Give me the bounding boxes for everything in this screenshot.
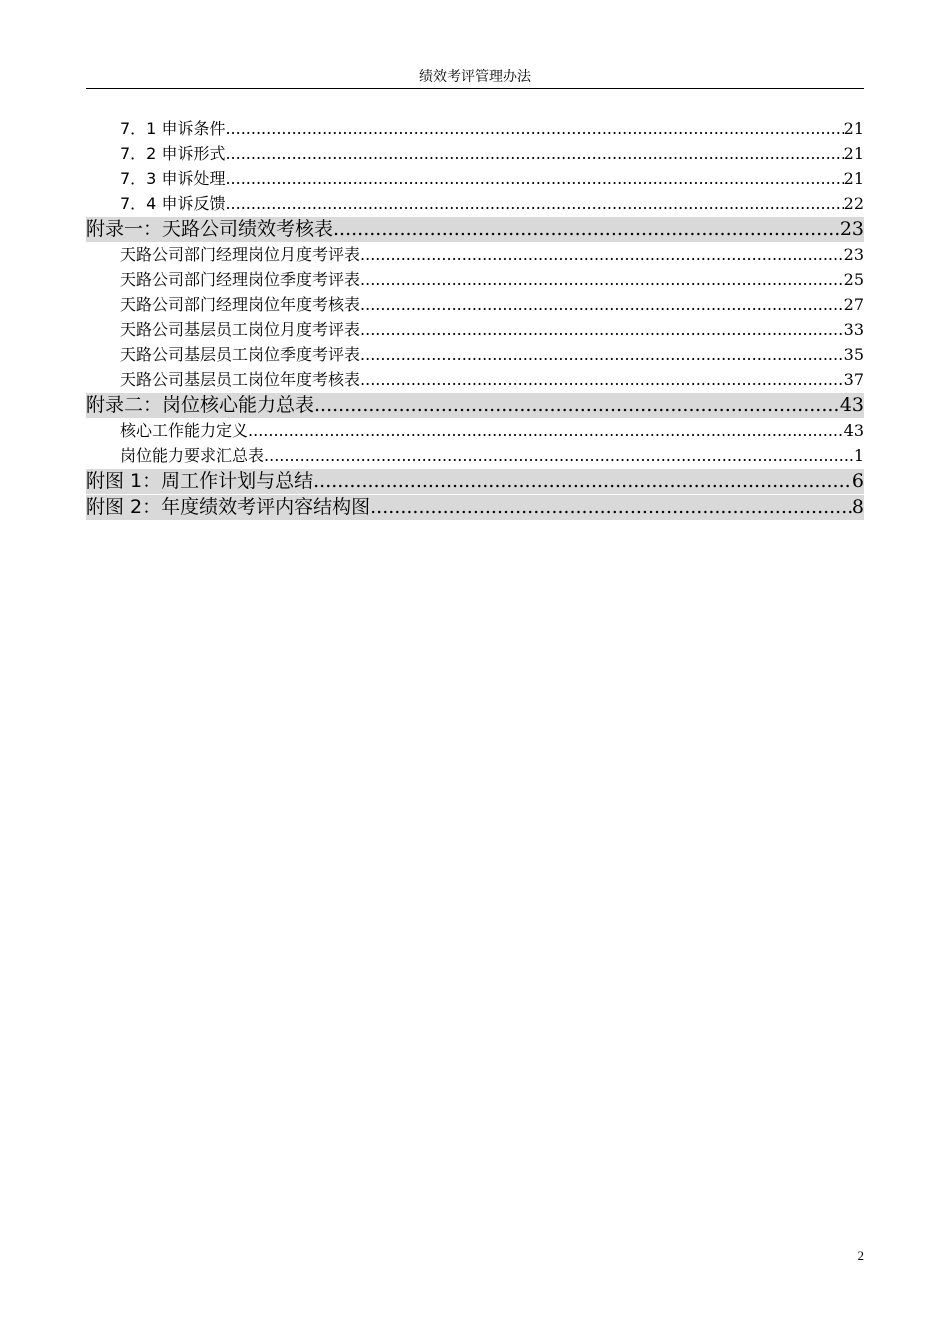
toc-leader-dots	[360, 267, 844, 292]
toc-leader-dots	[264, 443, 854, 468]
toc-entry-title: 7．1 申诉条件	[120, 119, 226, 138]
toc-entry-page: 25	[843, 270, 864, 289]
toc-entry-title: 核心工作能力定义	[120, 421, 249, 440]
page-number: 2	[857, 1248, 864, 1263]
toc-entry-page: 23	[839, 218, 864, 240]
toc-leader-dots	[360, 317, 844, 342]
toc-leader-dots	[225, 166, 843, 191]
toc-entry-title: 天路公司基层员工岗位年度考核表	[120, 370, 361, 389]
toc-entry-title: 附录二：岗位核心能力总表	[86, 394, 315, 416]
toc-leader-dots	[370, 495, 852, 520]
toc-heading-entry[interactable]	[86, 469, 864, 494]
toc-entry-title: 7．3 申诉处理	[120, 169, 226, 188]
toc-entry-page: 23	[843, 245, 864, 264]
toc-entry[interactable]	[86, 367, 864, 392]
toc-entry-page: 43	[843, 421, 864, 440]
toc-heading-entry[interactable]	[86, 495, 864, 520]
toc-entry-title: 天路公司部门经理岗位季度考评表	[120, 270, 361, 289]
toc-entry-page: 43	[839, 394, 864, 416]
toc-entry-title: 7．4 申诉反馈	[120, 194, 226, 213]
toc-entry[interactable]	[86, 443, 864, 468]
toc-entry[interactable]	[86, 267, 864, 292]
toc-entry-title: 天路公司部门经理岗位月度考评表	[120, 245, 361, 264]
toc-entry[interactable]	[86, 317, 864, 342]
toc-leader-dots	[225, 191, 843, 216]
toc-entry[interactable]	[86, 116, 864, 141]
toc-entry[interactable]	[86, 418, 864, 443]
toc-entry-page: 8	[851, 496, 864, 518]
toc-leader-dots	[360, 342, 844, 367]
toc-entry-page: 22	[843, 194, 864, 213]
toc-leader-dots	[333, 217, 840, 242]
toc-entry-title: 附图 2：年度绩效考评内容结构图	[86, 496, 371, 518]
toc-entry-title: 附图 1：周工作计划与总结	[86, 470, 314, 492]
toc-leader-dots	[314, 393, 840, 418]
toc-entry-page: 33	[843, 320, 864, 339]
toc-entry[interactable]	[86, 141, 864, 166]
toc-entry-title: 附录一：天路公司绩效考核表	[86, 218, 334, 240]
toc-entry-page: 21	[843, 119, 864, 138]
toc-entry[interactable]	[86, 191, 864, 216]
toc-leader-dots	[360, 292, 844, 317]
page-header	[86, 66, 864, 89]
toc-leader-dots	[313, 469, 852, 494]
toc-heading-entry[interactable]	[86, 393, 864, 418]
toc-entry-title: 天路公司基层员工岗位月度考评表	[120, 320, 361, 339]
toc-leader-dots	[360, 242, 844, 267]
toc-entry-page: 6	[851, 470, 864, 492]
toc-entry-title: 7．2 申诉形式	[120, 144, 226, 163]
toc-entry[interactable]	[86, 166, 864, 191]
toc-entry-page: 27	[843, 295, 864, 314]
toc-leader-dots	[248, 418, 844, 443]
toc-entry-page: 37	[843, 370, 864, 389]
toc-leader-dots	[360, 367, 844, 392]
toc-leader-dots	[225, 116, 843, 141]
toc-entry-title: 岗位能力要求汇总表	[120, 446, 265, 465]
table-of-contents	[86, 116, 864, 520]
toc-heading-entry[interactable]	[86, 217, 864, 242]
toc-entry-title: 天路公司基层员工岗位季度考评表	[120, 345, 361, 364]
header-title: 绩效考评管理办法	[419, 69, 531, 85]
toc-entry[interactable]	[86, 292, 864, 317]
toc-entry[interactable]	[86, 342, 864, 367]
toc-entry-page: 35	[843, 345, 864, 364]
toc-entry-page: 21	[843, 144, 864, 163]
toc-entry-title: 天路公司部门经理岗位年度考核表	[120, 295, 361, 314]
toc-leader-dots	[225, 141, 843, 166]
toc-entry-page: 21	[843, 169, 864, 188]
toc-entry-page: 1	[853, 446, 864, 465]
toc-entry[interactable]	[86, 242, 864, 267]
